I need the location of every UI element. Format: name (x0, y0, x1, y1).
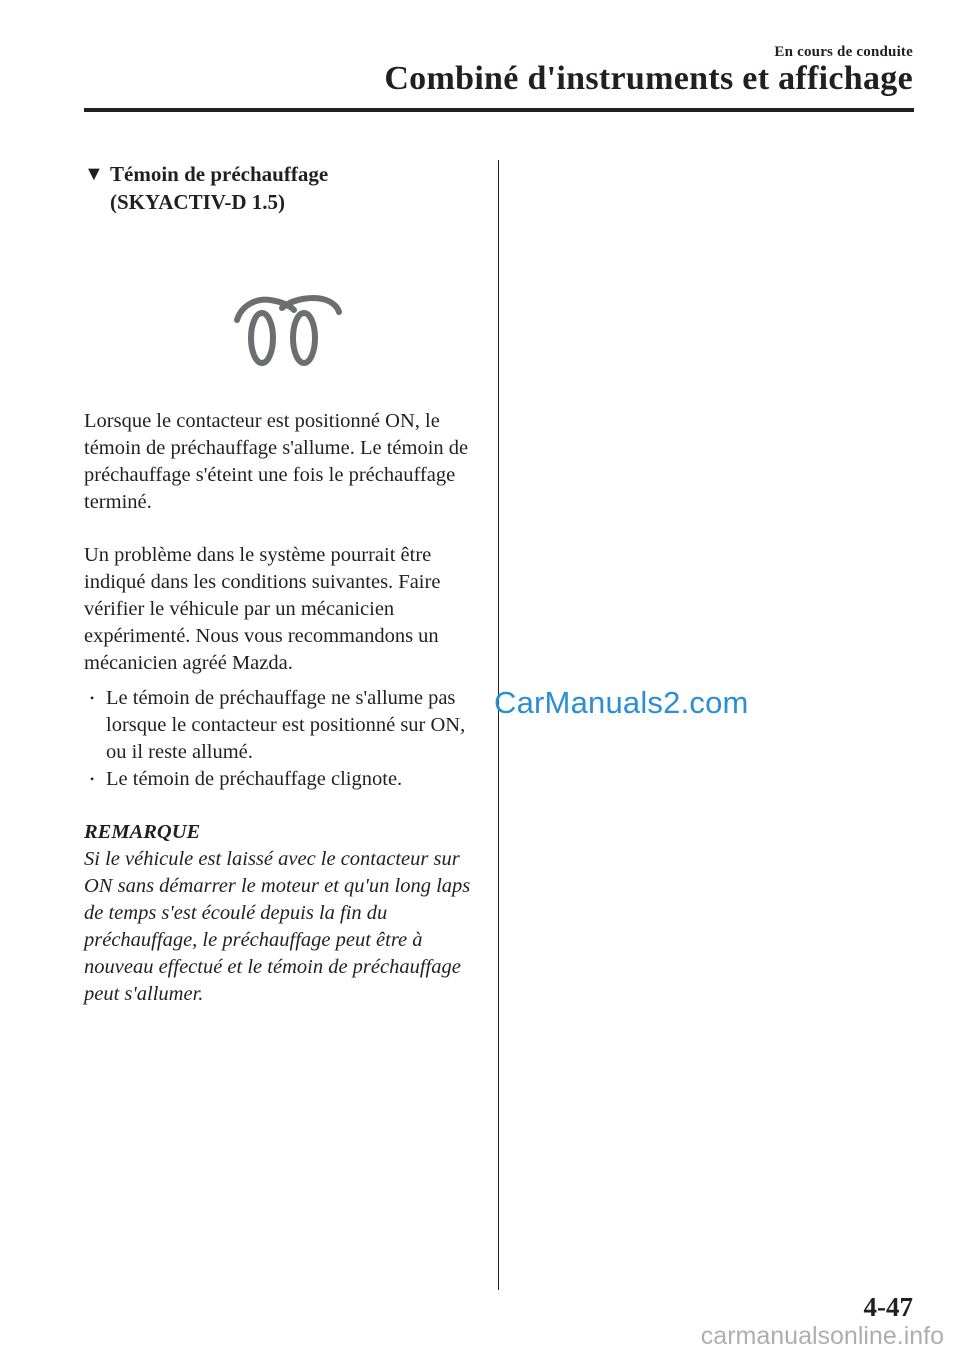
section-heading (84, 160, 476, 216)
heading-marker-icon: ▼ (84, 163, 104, 185)
header-rule (84, 108, 914, 112)
bullet-text: Le témoin de préchauffage ne s'allume pas lorsque le contacteur est positionné sur ON, ou il reste allumé. (106, 687, 466, 763)
page-header-title: Combiné d'instruments et affichage (384, 60, 913, 97)
body-paragraph-1: Lorsque le contacteur est positionné ON, le témoin de préchauffage s'allume. Le témoin de préchauffage s'éteint une fois le préchauffage terminé. (84, 410, 469, 513)
note-title: REMARQUE (84, 821, 201, 843)
body-paragraph-2: Un problème dans le système pourrait être indiqué dans les conditions suivantes. Faire vérifier le véhicule par un mécanicien expérimenté. Nous vous recommandons un mécanicien agréé Mazda. (84, 544, 441, 674)
bullet-list (84, 685, 476, 793)
heading-line-2: (SKYACTIV-D 1.5) (110, 190, 286, 214)
bullet-dot-icon: • (90, 772, 95, 786)
bullet-text: Le témoin de préchauffage clignote. (106, 768, 403, 790)
heading-text (110, 160, 328, 216)
bullet-dot-icon: • (90, 691, 95, 705)
page-number: 4-47 (863, 1292, 913, 1322)
heading-line-1: Témoin de préchauffage (110, 162, 329, 186)
list-item (88, 685, 476, 766)
column-divider (498, 160, 499, 1290)
header-section-label: En cours de conduite (774, 44, 913, 60)
left-column (84, 160, 476, 1008)
footer-watermark-link[interactable]: carmanualsonline.info (700, 1322, 944, 1350)
glow-plug-icon (232, 290, 344, 370)
note-text: Si le véhicule est laissé avec le contacteur sur ON sans démarrer le moteur et qu'un long laps de temps s'est écoulé depuis la fin du préchauffage, le préchauffage peut être à nouveau effectué et le témoin de préchauffage peut s'allumer. (84, 848, 471, 1005)
list-item (88, 766, 476, 793)
watermark-link[interactable]: CarManuals2.com (494, 685, 749, 720)
glow-plug-icon-svg (232, 290, 344, 370)
